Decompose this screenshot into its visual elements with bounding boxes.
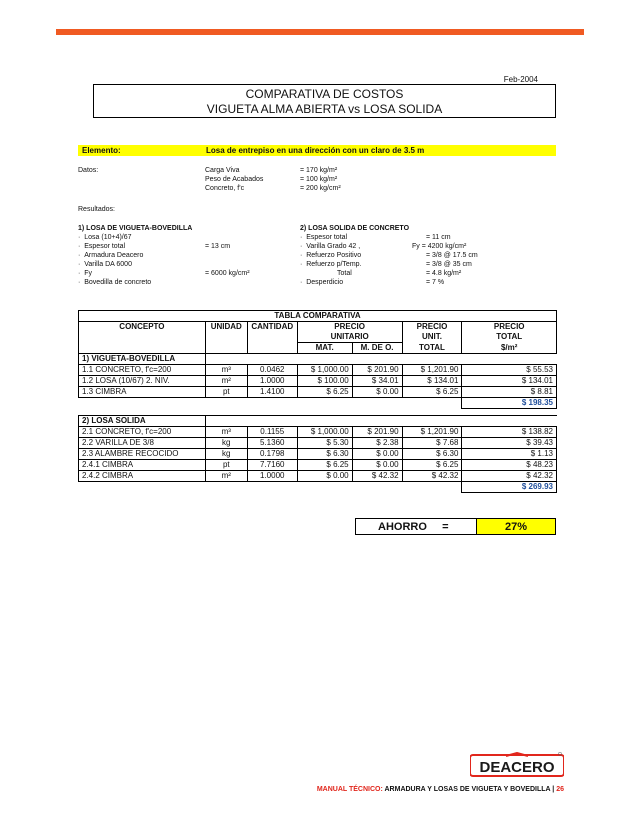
header-cantidad: CANTIDAD (247, 322, 297, 333)
header-concepto: CONCEPTO (79, 322, 206, 333)
left-item-name: Losa (10+4)/67 (84, 234, 132, 241)
cell-concepto: 2.3 ALAMBRE RECOCIDO (79, 449, 206, 460)
page-number: 26 (556, 786, 564, 793)
cell-mdeo: $ 42.32 (352, 471, 402, 482)
datos-label: Datos: (78, 167, 99, 174)
section-sum-row (79, 398, 557, 409)
right-bullet: · Refuerzo Positivo (300, 252, 362, 259)
cell-mdeo: $ 201.90 (352, 427, 402, 438)
footer-separator: | (552, 786, 555, 793)
left-bullet: · Bovedilla de concreto (78, 279, 152, 286)
right-bullet: · Varilla Grado 42 , (300, 243, 361, 250)
cell-unit: $ 134.01 (402, 376, 462, 387)
cell-mat: $ 1,000.00 (297, 365, 352, 376)
left-bullet: · Armadura Deacero (78, 252, 144, 259)
table-row (79, 449, 557, 460)
elemento-value: Losa de entrepiso en una dirección con un claro de 3.5 m (206, 146, 425, 155)
cell-cantidad: 7.7160 (247, 460, 297, 471)
left-bullet: · Varilla DA 6000 (78, 261, 132, 268)
section-1-total: $ 198.35 (462, 398, 557, 409)
ahorro-box (355, 518, 556, 535)
cell-total: $ 55.53 (462, 365, 557, 376)
ahorro-text: AHORRO (378, 521, 427, 533)
top-accent-bar (56, 29, 584, 35)
cell-concepto: 1.3 CIMBRA (79, 387, 206, 398)
left-bullet: · Espesor total (78, 243, 126, 250)
cell-unit: $ 42.32 (402, 471, 462, 482)
datos-row-name: Peso de Acabados (205, 176, 264, 183)
header-per-m2: $/m² (462, 343, 557, 354)
cell-mat: $ 5.30 (297, 438, 352, 449)
cell-mdeo: $ 201.90 (352, 365, 402, 376)
cell-mat: $ 6.25 (297, 460, 352, 471)
cell-unit: $ 1,201.90 (402, 427, 462, 438)
left-bullet: · Fy (78, 270, 93, 277)
table-row (79, 471, 557, 482)
left-item-name: Varilla DA 6000 (84, 261, 132, 268)
left-item-name: Fy (84, 270, 93, 277)
header-precio-unit: PRECIO (402, 322, 462, 333)
table-row (79, 427, 557, 438)
table-title: TABLA COMPARATIVA (79, 311, 557, 322)
cell-cantidad: 1.0000 (247, 471, 297, 482)
table-row (79, 376, 557, 387)
cell-unit: $ 6.25 (402, 387, 462, 398)
title-line-2: VIGUETA ALMA ABIERTA vs LOSA SOLIDA (206, 102, 443, 116)
datos-row-value: = 170 kg/m² (300, 167, 338, 174)
header-unidad: UNIDAD (205, 322, 247, 333)
left-item-name: Armadura Deacero (84, 252, 144, 259)
elemento-bar (78, 145, 556, 156)
cell-mdeo: $ 0.00 (352, 460, 402, 471)
cell-mat: $ 6.30 (297, 449, 352, 460)
cell-total: $ 42.32 (462, 471, 557, 482)
header-unit-total: TOTAL (402, 343, 462, 354)
section-sum-row (79, 482, 557, 493)
cell-total: $ 39.43 (462, 438, 557, 449)
cell-unit: $ 6.25 (402, 460, 462, 471)
right-item-name: Refuerzo Positivo (306, 252, 362, 259)
right-item-value: = 3/8 @ 17.5 cm (426, 252, 478, 259)
deacero-logo (470, 752, 564, 778)
cell-total: $ 8.81 (462, 387, 557, 398)
header-precio-total: PRECIO (462, 322, 557, 333)
cell-total: $ 138.82 (462, 427, 557, 438)
header-total: TOTAL (462, 332, 557, 343)
section-title-row (79, 354, 557, 365)
logo-text: DEACERO (479, 759, 555, 776)
cell-total: $ 48.23 (462, 460, 557, 471)
right-bullet: · Refuerzo p/Temp. (300, 261, 362, 268)
cell-concepto: 1.1 CONCRETO, f'c=200 (79, 365, 206, 376)
left-item-value: = 13 cm (205, 243, 231, 250)
document-date: Feb-2004 (503, 75, 538, 84)
cell-unit: $ 7.68 (402, 438, 462, 449)
section-title-row (79, 416, 557, 427)
cell-unidad: kg (205, 438, 247, 449)
cell-mat: $ 100.00 (297, 376, 352, 387)
cell-cantidad: 5.1360 (247, 438, 297, 449)
right-item-value: = 3/8 @ 35 cm (426, 261, 472, 268)
table-row (79, 365, 557, 376)
cell-concepto: 2.4.1 CIMBRA (79, 460, 206, 471)
table-title-row (79, 311, 557, 322)
right-item-value: = 11 cm (426, 234, 451, 241)
cell-concepto: 2.1 CONCRETO, f'c=200 (79, 427, 206, 438)
cell-mdeo: $ 0.00 (352, 387, 402, 398)
cell-unit: $ 6.30 (402, 449, 462, 460)
ahorro-value: 27% (476, 519, 555, 534)
right-block-title: 2) LOSA SOLIDA DE CONCRETO (300, 225, 410, 232)
cell-concepto: 1.2 LOSA (10/67) 2. NIV. (79, 376, 206, 387)
cell-cantidad: 1.0000 (247, 376, 297, 387)
datos-row-value: = 100 kg/m² (300, 176, 338, 183)
section-2-total: $ 269.93 (462, 482, 557, 493)
table-row (79, 438, 557, 449)
ahorro-equals: = (442, 521, 449, 533)
cell-unidad: m³ (205, 365, 247, 376)
cell-unidad: pt (205, 460, 247, 471)
right-item-name: Total (337, 270, 352, 277)
cell-total: $ 134.01 (462, 376, 557, 387)
table-row (79, 460, 557, 471)
cell-cantidad: 0.1798 (247, 449, 297, 460)
right-bullet: · Desperdicio (300, 279, 344, 286)
resultados-label: Resultados: (78, 206, 115, 213)
right-item-value: = 4.8 kg/m² (426, 270, 462, 277)
footer (317, 786, 564, 793)
left-item-name: Bovedilla de concreto (84, 279, 152, 286)
cell-unidad: m² (205, 471, 247, 482)
cell-mdeo: $ 0.00 (352, 449, 402, 460)
right-item-name: Refuerzo p/Temp. (306, 261, 362, 268)
header-mat: MAT. (297, 343, 352, 354)
table-header-row (79, 332, 557, 343)
left-item-name: Espesor total (84, 243, 126, 250)
right-item-name: Espesor total (306, 234, 348, 241)
table-header-row (79, 343, 557, 354)
datos-row-name: Concreto, f'c (205, 185, 245, 192)
right-item-value: = 7 % (426, 279, 445, 286)
cell-mat: $ 1,000.00 (297, 427, 352, 438)
table-row (79, 387, 557, 398)
header-mdeo: M. DE O. (352, 343, 402, 354)
datos-row-value: = 200 kg/cm² (300, 185, 341, 192)
cell-concepto: 2.2 VARILLA DE 3/8 (79, 438, 206, 449)
datos-row-name: Carga Viva (205, 167, 240, 174)
title-line-1: COMPARATIVA DE COSTOS (245, 87, 404, 101)
cell-unidad: pt (205, 387, 247, 398)
cell-mat: $ 0.00 (297, 471, 352, 482)
footer-text: ARMADURA Y LOSAS DE VIGUETA Y BOVEDILLA (384, 786, 551, 793)
right-item-name: Desperdicio (306, 279, 344, 286)
cell-unidad: m² (205, 376, 247, 387)
left-bullet: · Losa (10+4)/67 (78, 234, 132, 241)
ahorro-label (356, 519, 476, 534)
cell-cantidad: 0.1155 (247, 427, 297, 438)
elemento-label: Elemento: (82, 146, 121, 155)
right-item-value: Fy = 4200 kg/cm² (412, 243, 467, 250)
footer-prefix: MANUAL TÉCNICO: (316, 786, 383, 793)
cell-unidad: m³ (205, 427, 247, 438)
left-block-title: 1) LOSA DE VIGUETA-BOVEDILLA (78, 225, 193, 232)
comparison-table (78, 310, 557, 493)
header-unitario: UNITARIO (297, 332, 402, 343)
right-bullet: · Espesor total (300, 234, 348, 241)
left-item-value: = 6000 kg/cm² (205, 270, 250, 277)
cell-mdeo: $ 2.38 (352, 438, 402, 449)
cell-mat: $ 6.25 (297, 387, 352, 398)
header-precio-unitario: PRECIO (297, 322, 402, 333)
section-2-title: 2) LOSA SOLIDA (79, 416, 206, 427)
cell-cantidad: 0.0462 (247, 365, 297, 376)
cell-cantidad: 1.4100 (247, 387, 297, 398)
table-header-row (79, 322, 557, 333)
cell-concepto: 2.4.2 CIMBRA (79, 471, 206, 482)
right-item-name: Varilla Grado 42 , (306, 243, 361, 250)
document-title (93, 84, 556, 118)
cell-mdeo: $ 34.01 (352, 376, 402, 387)
section-1-title: 1) VIGUETA-BOVEDILLA (79, 354, 206, 365)
cell-unidad: kg (205, 449, 247, 460)
cell-total: $ 1.13 (462, 449, 557, 460)
cell-unit: $ 1,201.90 (402, 365, 462, 376)
header-unit: UNIT. (402, 332, 462, 343)
